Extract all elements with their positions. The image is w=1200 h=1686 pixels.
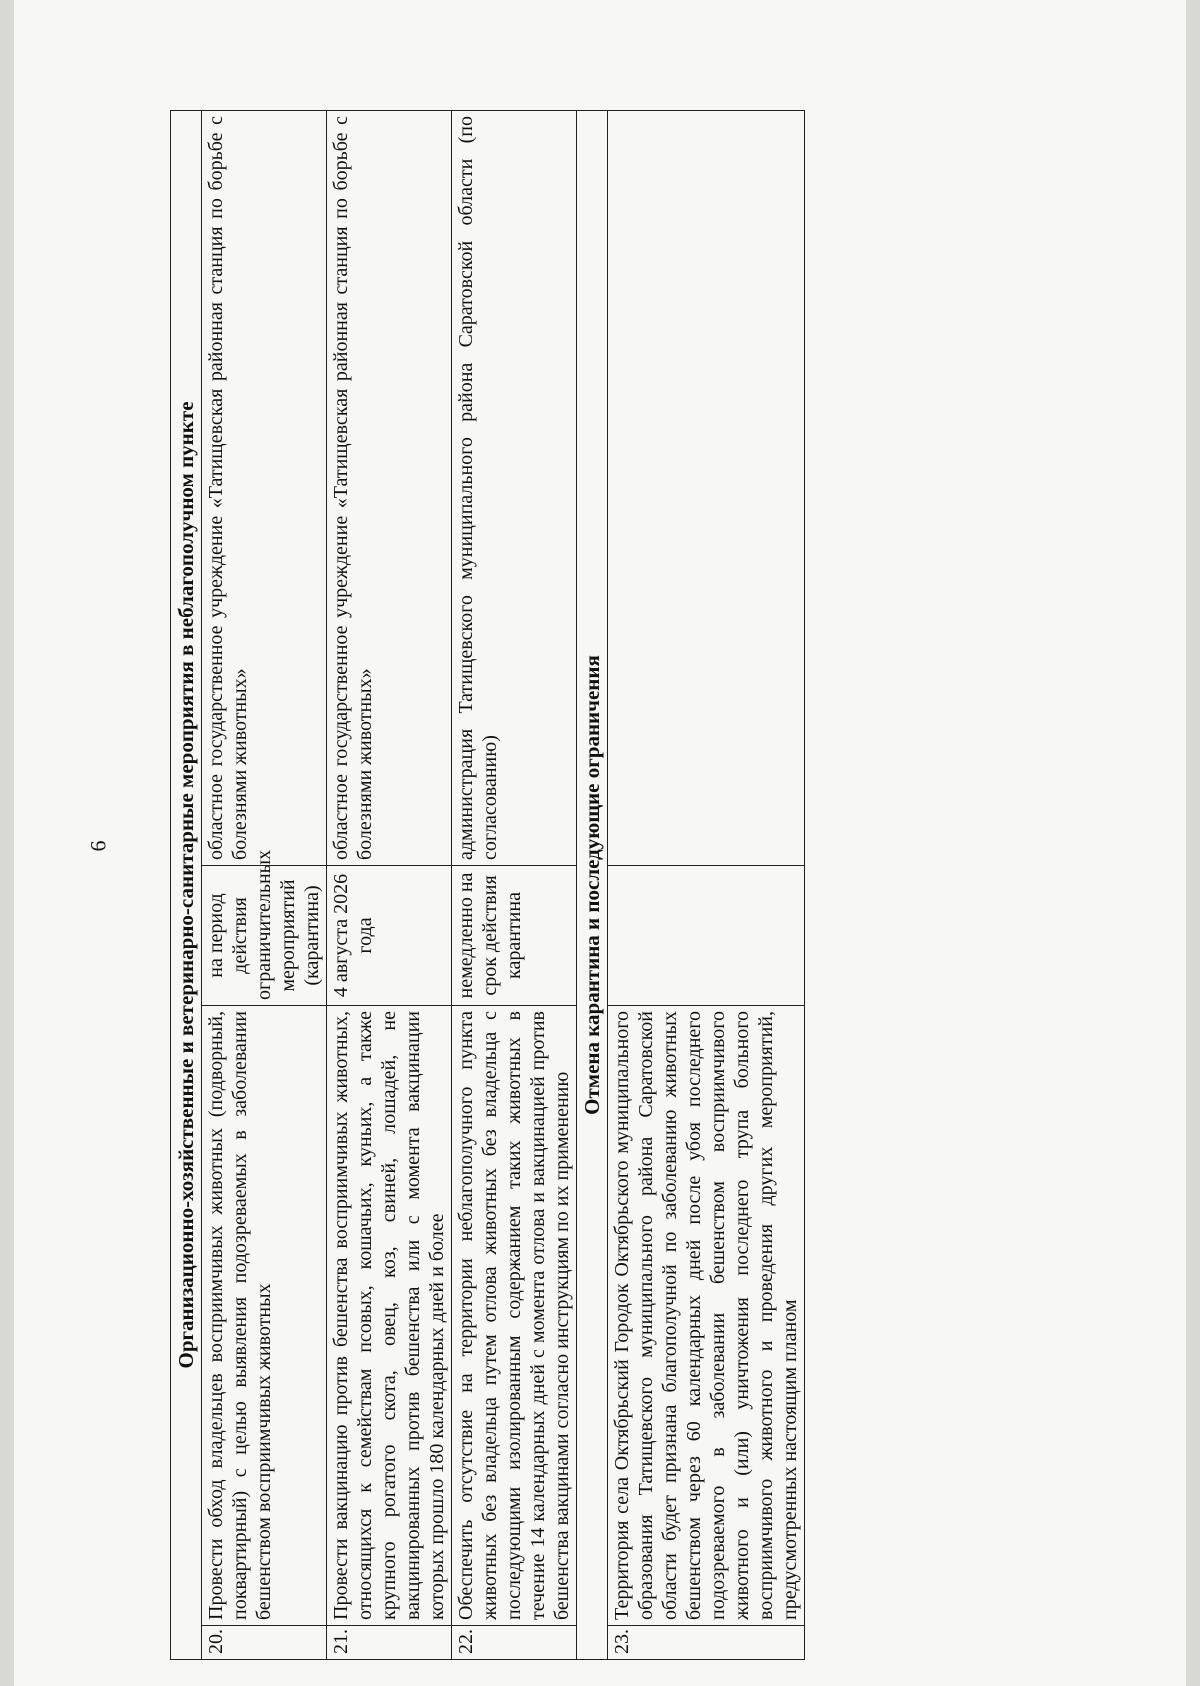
section-header-row: [577, 111, 608, 1660]
row-number: 21.: [327, 1626, 452, 1660]
row-action: Провести обход владельцев восприимчивых животных (подворный, поквартирный) с целью выявления подозреваемых в заболевании бешенством восприимчивых животных: [202, 1006, 327, 1626]
row-action: Провести вакцинацию против бешенства восприимчивых животных, относящихся к семействам псовых, кошачьих, куньих, а также крупного рогатого скота, овец, коз, свиней, лошадей, не вакцинированных против бешенства или с момента вакцинации которых прошло 180 календарных дней и более: [327, 1006, 452, 1626]
table-row: [202, 111, 327, 1660]
row-responsible: областное государственное учреждение «Татищевская районная станция по борьбе с болезнями животных»: [202, 111, 327, 866]
rotated-table-container: [170, 110, 1050, 1660]
row-responsible: [608, 111, 805, 866]
row-number: 22.: [452, 1626, 577, 1660]
plan-table: [170, 110, 805, 1660]
row-term: 4 августа 2026 года: [327, 866, 452, 1006]
row-action: Территория села Октябрьский Городок Октябрьского муниципального образования Татищевского муниципального района Саратовской области будет признана благополучной по заболеванию животных бешенством через 60 календарных дней после убоя последнего подозреваемого в заболевании бешенством восприимчивого животного и (или) уничтожения последнего трупа больного восприимчивого животного и проведения других мероприятий, предусмотренных настоящим планом: [608, 1006, 805, 1626]
section-title: Отмена карантина и последующие ограничения: [577, 111, 608, 1660]
row-term: на период действия ограничительных мероприятий (карантина): [202, 866, 327, 1006]
row-action: Обеспечить отсутствие на территории неблагополучного пункта животных без владельца путем отлова животных без владельца с последующими изолированным содержанием таких животных в течение 14 календарных дней с момента отлова и вакцинацией против бешенства вакцинами согласно инструкциям по их применению: [452, 1006, 577, 1626]
row-responsible: администрация Татищевского муниципального района Саратовской области (по согласованию): [452, 111, 577, 866]
row-number: 20.: [202, 1626, 327, 1660]
table-row: [327, 111, 452, 1660]
scan-edge-left: [0, 0, 14, 1686]
section-header-row: [171, 111, 202, 1660]
row-term: [608, 866, 805, 1006]
scan-edge-right: [1186, 0, 1200, 1686]
section-title: Организационно-хозяйственные и ветеринарно-санитарные мероприятия в неблагополучном пункте: [171, 111, 202, 1660]
table-row: [452, 111, 577, 1660]
row-number: 23.: [608, 1626, 805, 1660]
page-number: 6: [85, 840, 111, 852]
table-row: [608, 111, 805, 1660]
row-term: немедленно на срок действия карантина: [452, 866, 577, 1006]
row-responsible: областное государственное учреждение «Татищевская районная станция по борьбе с болезнями животных»: [327, 111, 452, 866]
